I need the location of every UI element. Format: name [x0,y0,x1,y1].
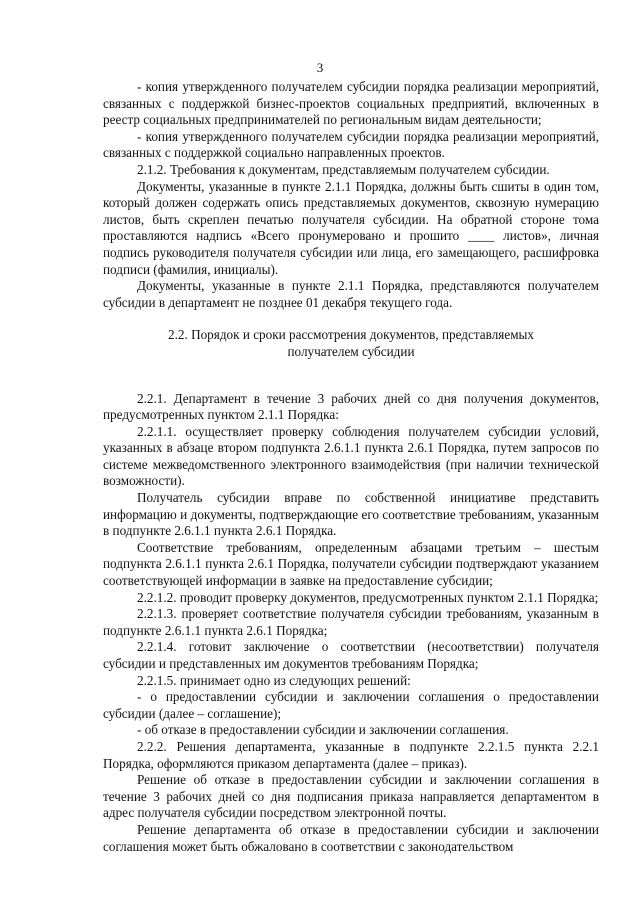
section-heading-line: 2.2. Порядок и сроки рассмотрения документов, представляемых [167,327,534,343]
paragraph: 2.2.1.4. готовит заключение о соответствии (несоответствии) получателя субсидии и представленных им документов требованиям Порядка; [103,639,599,671]
paragraph: 2.2.1.1. осуществляет проверку соблюдения получателем субсидии условий, указанных в абзаце втором подпункта 2.6.1.1 пункта 2.6.1 Порядка, путем запросов по системе межведомственного электронного взаимодействия (при наличии технической возможности). [103,423,599,489]
document-body [103,79,599,855]
paragraph: Документы, указанные в пункте 2.1.1 Порядка, должны быть сшиты в один том, который должен содержать опись представляемых документов, сквозную нумерацию листов, быть скреплен печатью получателя субсидии. На обратной стороне тома проставляются надпись «Всего пронумеровано и прошито ____ листов», личная подпись руководителя получателя субсидии или лица, его замещающего, расшифровка подписи (фамилия, инициалы). [103,178,599,277]
paragraph: 2.2.1.2. проводит проверку документов, предусмотренных пунктом 2.1.1 Порядка; [137,589,599,605]
page-number: 3 [316,60,324,75]
paragraph: 2.2.1.5. принимает одно из следующих решений: [137,672,411,688]
section-heading [103,327,599,360]
spacer [103,361,599,391]
paragraph: 2.2.1. Департамент в течение 3 рабочих дней со дня получения документов, предусмотренных пунктом 2.1.1 Порядка: [103,390,599,423]
paragraph: Решение департамента об отказе в предоставлении субсидии и заключении соглашения может быть обжаловано в соответствии с законодательством [103,821,599,854]
paragraph: Соответствие требованиям, определенным абзацами третьим – шестым подпункта 2.6.1.1 пункта 2.6.1 Порядка, получатели субсидии подтверждают указанием соответствующей информации в заявке на предоставление субсидии; [103,539,599,589]
paragraph: Документы, указанные в пункте 2.1.1 Порядка, представляются получателем субсидии в департамент не позднее 01 декабря текущего года. [103,278,599,310]
section-heading-line: получателем субсидии [287,343,415,359]
paragraph: - копия утвержденного получателем субсидии порядка реализации мероприятий, связанных с поддержкой бизнес-проектов социальных предприятий, включенных в реестр социальных предпринимателей по региональным видам деятельности; [103,79,599,128]
paragraph: - о предоставлении субсидии и заключении соглашения о предоставлении субсидии (далее – соглашение); [103,689,599,721]
paragraph: Получатель субсидии вправе по собственной инициативе представить информацию и документы, подтверждающие его соответствие требованиям, указанным в подпункте 2.6.1.1 пункта 2.6.1 Порядка. [103,490,599,539]
paragraph: Решение об отказе в предоставлении субсидии и заключении соглашения в течение 3 рабочих дней со дня подписания приказа направляется департаментом в адрес получателя субсидии посредством электронной почты. [103,772,599,821]
paragraph: - об отказе в предоставлении субсидии и заключении соглашения. [137,722,509,738]
paragraph: 2.2.2. Решения департамента, указанные в подпункте 2.2.1.5 пункта 2.2.1 Порядка, оформляются приказом департамента (далее – приказ). [103,738,599,771]
paragraph: 2.2.1.3. проверяет соответствие получателя субсидии требованиям, указанным в подпункте 2.6.1.1 пункта 2.6.1 Порядка; [103,606,599,638]
spacer [103,311,599,327]
paragraph: 2.1.2. Требования к документам, представляемым получателем субсидии. [137,161,550,177]
paragraph: - копия утвержденного получателем субсидии порядка реализации мероприятий, связанных с поддержкой социально направленных проектов. [103,128,599,161]
